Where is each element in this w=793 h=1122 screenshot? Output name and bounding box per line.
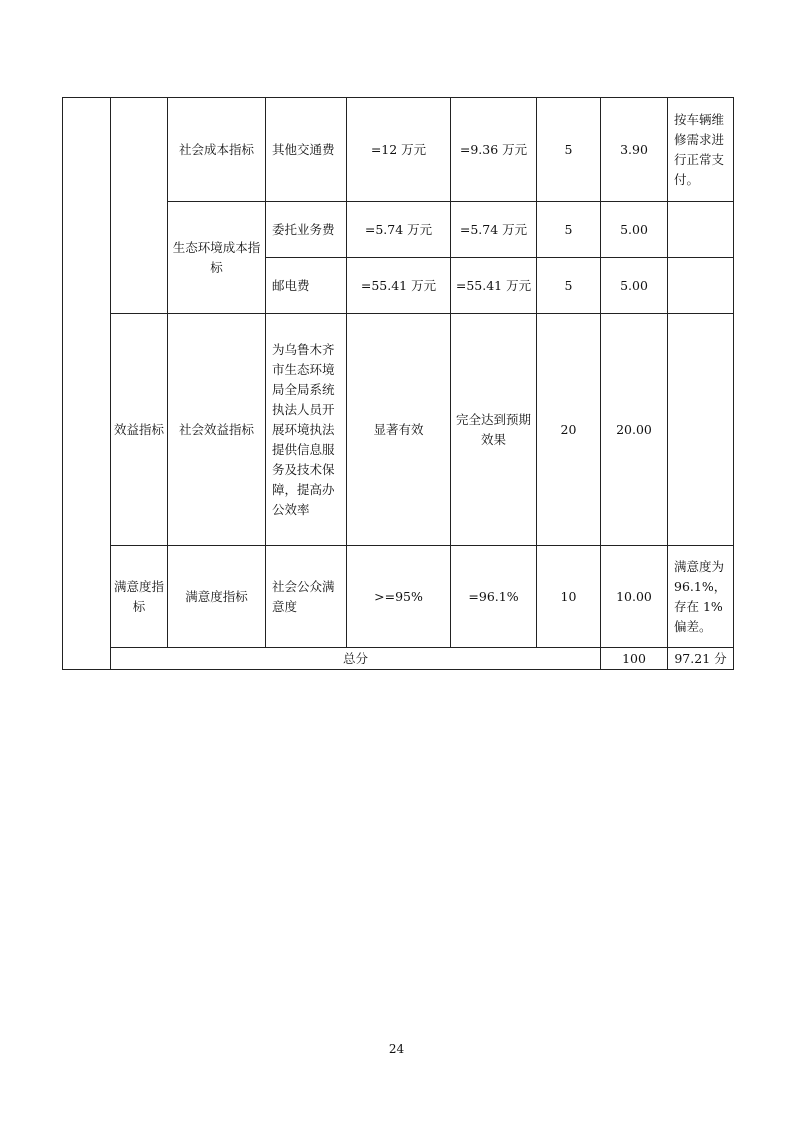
weight-cell: 10 <box>537 546 601 648</box>
actual-cell: =5.74 万元 <box>451 202 537 258</box>
item-cell: 委托业务费 <box>266 202 347 258</box>
score-cell: 3.90 <box>601 98 668 202</box>
actual-cell: =55.41 万元 <box>451 258 537 314</box>
item-cell: 为乌鲁木齐市生态环境局全局系统执法人员开展环境执法提供信息服务及技术保障，提高办公效率 <box>266 314 347 546</box>
level1b-cell: 满意度指标 <box>111 546 168 648</box>
total-label: 总分 <box>111 648 601 670</box>
level2-cell: 生态环境成本指标 <box>168 202 266 314</box>
level2-cell: 满意度指标 <box>168 546 266 648</box>
target-cell: =5.74 万元 <box>347 202 451 258</box>
actual-cell: =96.1% <box>451 546 537 648</box>
actual-cell: =9.36 万元 <box>451 98 537 202</box>
item-cell: 社会公众满意度 <box>266 546 347 648</box>
item-cell: 邮电费 <box>266 258 347 314</box>
weight-cell: 5 <box>537 258 601 314</box>
table-row <box>63 98 734 202</box>
score-cell: 10.00 <box>601 546 668 648</box>
level1b-cell: 效益指标 <box>111 314 168 546</box>
performance-table <box>62 97 734 670</box>
page-number: 24 <box>388 1042 405 1056</box>
weight-cell: 5 <box>537 202 601 258</box>
weight-cell: 20 <box>537 314 601 546</box>
target-cell: 显著有效 <box>347 314 451 546</box>
actual-cell: 完全达到预期效果 <box>451 314 537 546</box>
level2-cell: 社会成本指标 <box>168 98 266 202</box>
level1-cell-empty <box>63 98 111 670</box>
weight-cell: 5 <box>537 98 601 202</box>
note-cell-empty <box>668 314 734 546</box>
score-cell: 5.00 <box>601 202 668 258</box>
total-score: 97.21 分 <box>668 648 734 670</box>
target-cell: =12 万元 <box>347 98 451 202</box>
item-cell: 其他交通费 <box>266 98 347 202</box>
total-row <box>63 648 734 670</box>
total-weight: 100 <box>601 648 668 670</box>
note-cell: 按车辆维修需求进行正常支付。 <box>668 98 734 202</box>
target-cell: =55.41 万元 <box>347 258 451 314</box>
score-cell: 5.00 <box>601 258 668 314</box>
note-cell-empty <box>668 202 734 258</box>
table-row <box>63 314 734 546</box>
table-row <box>63 546 734 648</box>
level2-cell: 社会效益指标 <box>168 314 266 546</box>
note-cell: 满意度为 96.1%，存在 1% 偏差。 <box>668 546 734 648</box>
level1b-cell-empty <box>111 98 168 314</box>
note-cell-empty <box>668 258 734 314</box>
target-cell: >=95% <box>347 546 451 648</box>
score-cell: 20.00 <box>601 314 668 546</box>
